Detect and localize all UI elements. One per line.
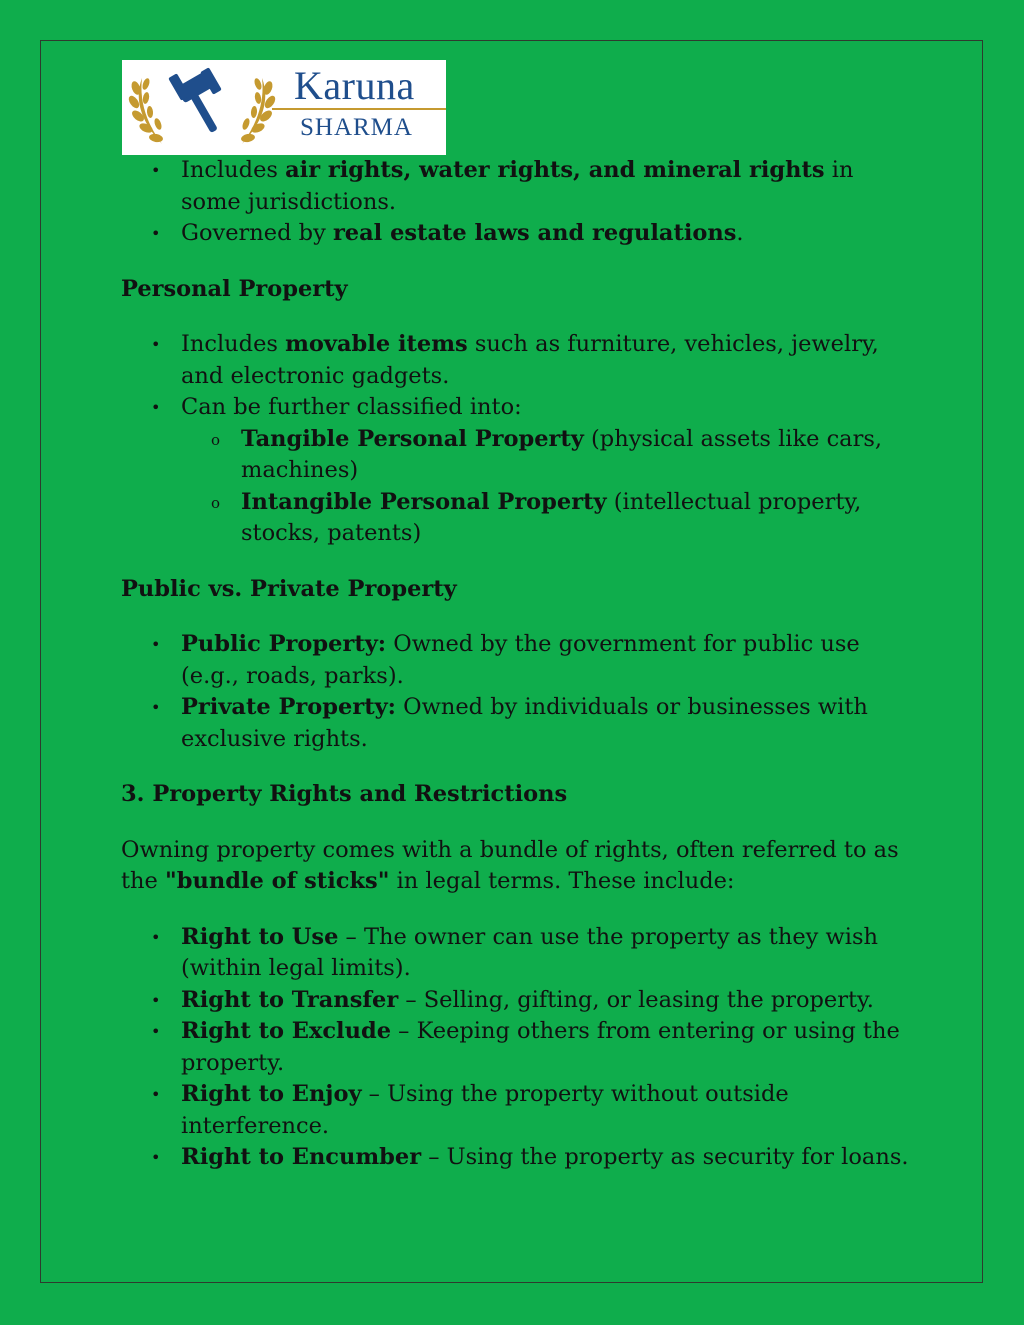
bullet-icon: • [151, 698, 161, 717]
bullet-icon: • [151, 335, 161, 354]
list-item: • Right to Enjoy – Using the property without outside interference. [151, 1081, 789, 1139]
public-private-list [121, 629, 911, 755]
document-body [121, 155, 911, 1174]
list-item: • Private Property: Owned by individuals or businesses with exclusive rights. [151, 694, 868, 752]
personal-property-list [121, 329, 911, 550]
heading-property-rights: 3. Property Rights and Restrictions [121, 781, 568, 807]
list-item: • Can be further classified into: o Tangible Personal Property (physical assets like cars, machines) o Intangible Personal Property (intellectual property, stocks, patents) [121, 392, 911, 550]
bullet-icon: • [151, 1085, 161, 1104]
list-item: • Includes air rights, water rights, and mineral rights in some jurisdictions. [151, 157, 854, 215]
bullet-icon: • [151, 161, 161, 180]
circle-bullet-icon: o [211, 430, 221, 449]
list-item: • Governed by real estate laws and regulations. [121, 218, 911, 250]
sub-list-item: o Intangible Personal Property (intellectual property, stocks, patents) [211, 488, 862, 546]
real-property-list [121, 155, 911, 250]
bullet-icon: • [151, 1148, 161, 1167]
list-item: • Right to Encumber – Using the property as security for loans. [121, 1142, 911, 1174]
logo-name-sharma: SHARMA [300, 114, 413, 141]
personal-property-sublist [181, 424, 911, 550]
list-item: • Right to Use – The owner can use the property as they wish (within legal limits). [151, 923, 879, 981]
gavel-laurel-icon [122, 60, 282, 155]
rights-list [121, 922, 911, 1174]
bullet-icon: • [151, 635, 161, 654]
rights-intro-paragraph: Owning property comes with a bundle of rights, often referred to as the "bundle of sticks" in legal terms. These include: [121, 836, 899, 894]
list-item: • Includes movable items such as furniture, vehicles, jewelry, and electronic gadgets. [151, 331, 879, 389]
list-item: • Right to Exclude – Keeping others from entering or using the property. [151, 1018, 900, 1076]
logo-divider [272, 108, 446, 110]
bullet-icon: • [151, 224, 161, 243]
bullet-icon: • [151, 1022, 161, 1041]
list-item: • Public Property: Owned by the government for public use (e.g., roads, parks). [151, 631, 860, 689]
heading-personal-property: Personal Property [121, 275, 348, 302]
heading-public-private-property: Public vs. Private Property [121, 575, 457, 602]
bullet-icon: • [151, 990, 161, 1010]
logo-name-karuna: Karuna [294, 63, 415, 108]
bullet-icon: • [151, 927, 161, 947]
list-item: • Right to Transfer – Selling, gifting, or leasing the property. [121, 985, 911, 1017]
bullet-icon: • [151, 398, 161, 417]
circle-bullet-icon: o [211, 493, 221, 512]
brand-logo [122, 60, 446, 155]
sub-list-item: o Tangible Personal Property (physical assets like cars, machines) [211, 425, 883, 483]
